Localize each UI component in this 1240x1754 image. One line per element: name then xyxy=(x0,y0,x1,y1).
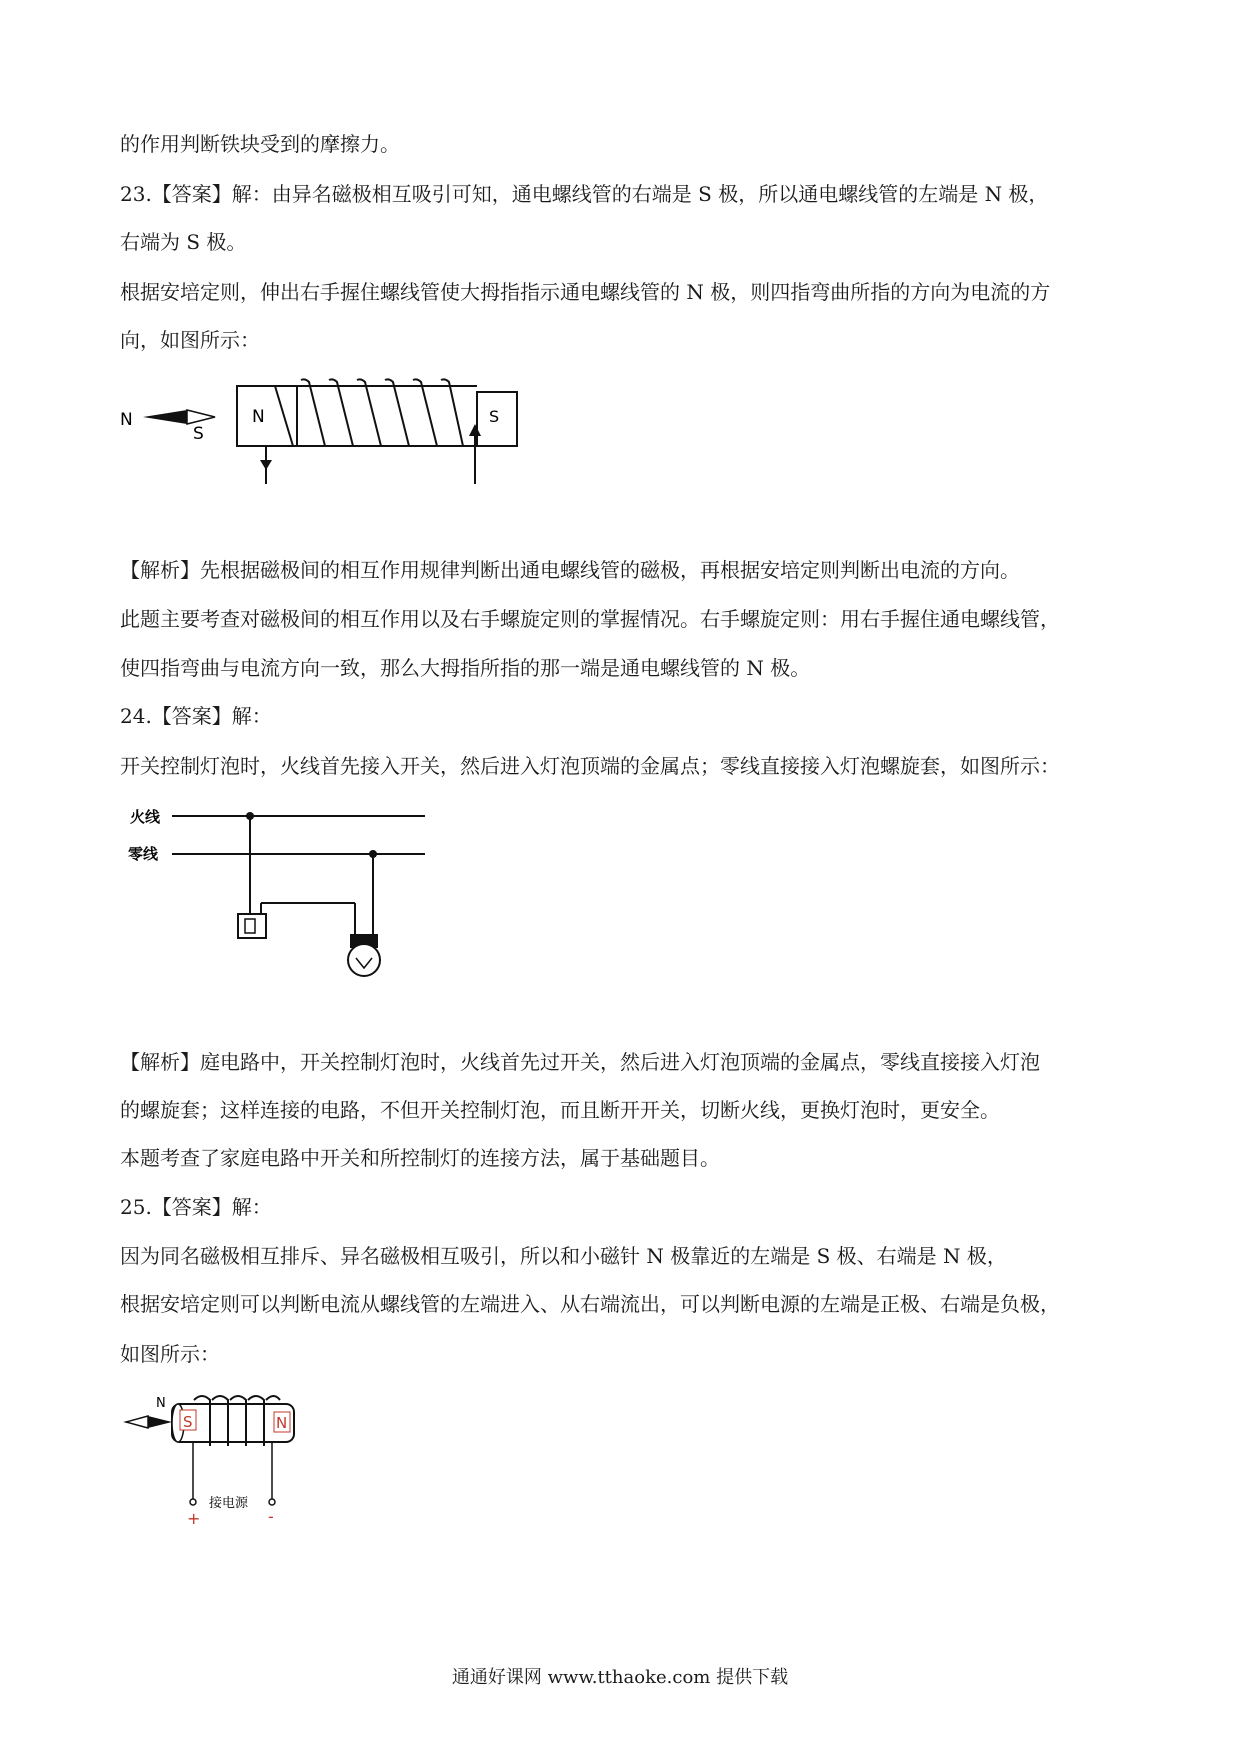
answer-23-line-2: 右端为 S 极。 xyxy=(120,230,247,254)
solenoid-power-figure-25 xyxy=(120,1390,320,1530)
fig1-coil-body xyxy=(297,386,477,446)
household-circuit-figure-24 xyxy=(120,796,450,981)
fig2-lamp-bulb xyxy=(348,944,380,976)
answer-25-line-3: 根据安培定则可以判断电流从螺线管的左端进入、从右端流出，可以判断电源的左端是正极、右端是负极， xyxy=(120,1292,1060,1316)
fig3-power-label: 接电源 xyxy=(209,1496,249,1511)
answer-25-line-4: 如图所示： xyxy=(120,1342,220,1366)
analysis-23-line-1: 【解析】先根据磁极间的相互作用规律判断出通电螺线管的磁极，再根据安培定则判断出电流的方向。 xyxy=(120,558,1020,582)
fig1-needle-s-label: S xyxy=(193,424,204,444)
analysis-23-line-3: 使四指弯曲与电流方向一致，那么大拇指所指的那一端是通电螺线管的 N 极。 xyxy=(120,656,811,680)
fig3-coil-left-label: S xyxy=(183,1413,193,1431)
fig1-left-arrowhead xyxy=(260,460,272,470)
answer-24-line-1: 24.【答案】解： xyxy=(120,704,272,728)
fig3-right-terminal xyxy=(269,1499,275,1505)
analysis-24-line-3: 本题考查了家庭电路中开关和所控制灯的连接方法，属于基础题目。 xyxy=(120,1146,720,1170)
text-line-1: 的作用判断铁块受到的摩擦力。 xyxy=(120,132,400,156)
fig3-coil-right-label: N xyxy=(276,1414,288,1432)
answer-24-line-2: 开关控制灯泡时，火线首先接入开关，然后进入灯泡顶端的金属点；零线直接接入灯泡螺旋套，如图所示： xyxy=(120,754,1060,778)
fig3-plus-label: + xyxy=(187,1509,201,1528)
fig1-needle-light-half xyxy=(187,410,215,424)
fig1-core-left xyxy=(237,386,297,446)
fig3-minus-label: - xyxy=(268,1507,274,1526)
fig2-neutral-label: 零线 xyxy=(128,845,159,863)
fig2-switch-button xyxy=(245,919,255,933)
answer-25-line-1: 25.【答案】解： xyxy=(120,1195,272,1219)
fig1-coil-windings xyxy=(275,379,463,446)
fig1-needle-n-label: N xyxy=(120,410,133,430)
fig3-needle-right xyxy=(148,1416,172,1428)
fig1-coil-left-label: N xyxy=(252,407,265,427)
fig1-coil-right-label: S xyxy=(489,407,500,426)
fig1-needle-dark-half xyxy=(143,410,187,424)
analysis-24-line-2: 的螺旋套；这样连接的电路，不但开关控制灯泡，而且断开开关，切断火线，更换灯泡时，更安全。 xyxy=(120,1098,1000,1122)
answer-25-line-2: 因为同名磁极相互排斥、异名磁极相互吸引，所以和小磁针 N 极靠近的左端是 S 极、右端是 N 极， xyxy=(120,1244,1007,1268)
answer-23-line-1: 23.【答案】解：由异名磁极相互吸引可知，通电螺线管的右端是 S 极，所以通电螺线管的左端是 N 极， xyxy=(120,182,1049,206)
fig3-left-terminal xyxy=(190,1499,196,1505)
fig3-needle-left xyxy=(126,1416,148,1428)
answer-23-line-3: 根据安培定则，伸出右手握住螺线管使大拇指指示通电螺线管的 N 极，则四指弯曲所指的方向为电流的方 xyxy=(120,280,1051,304)
fig3-needle-n-label: N xyxy=(156,1396,166,1411)
analysis-23-line-2: 此题主要考查对磁极间的相互作用以及右手螺旋定则的掌握情况。右手螺旋定则：用右手握住通电螺线管， xyxy=(120,607,1060,631)
analysis-24-line-1: 【解析】庭电路中，开关控制灯泡时，火线首先过开关，然后进入灯泡顶端的金属点，零线直接接入灯泡 xyxy=(120,1050,1040,1074)
fig2-live-label: 火线 xyxy=(130,808,161,826)
solenoid-figure-23 xyxy=(115,372,525,492)
answer-23-line-4: 向，如图所示： xyxy=(120,328,260,352)
page-footer: 通通好课网 www.tthaoke.com 提供下载 xyxy=(451,1667,789,1688)
